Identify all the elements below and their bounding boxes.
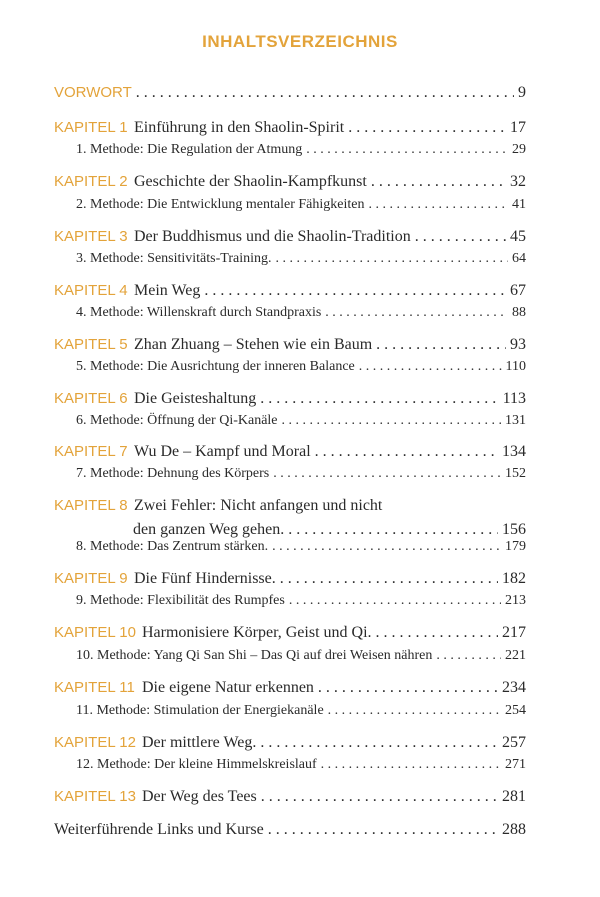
- chapter-label: KAPITEL 11: [54, 679, 135, 696]
- chapter-title: Zhan Zhuang – Stehen wie ein Baum: [134, 336, 373, 353]
- chapter-label: KAPITEL 2: [54, 173, 128, 190]
- chapter-label: KAPITEL 7: [54, 443, 128, 460]
- chapter-title: Wu De – Kampf und Moral: [134, 443, 311, 460]
- page-number: 45: [510, 228, 526, 245]
- toc-chapter-continuation[interactable]: [133, 521, 526, 539]
- page-number: 88: [512, 305, 526, 320]
- toc-method-row[interactable]: [76, 593, 526, 609]
- chapter-title: Die eigene Natur erkennen: [142, 679, 314, 696]
- page-number: 156: [502, 521, 526, 538]
- dot-leader: [371, 173, 506, 191]
- chapter-label: KAPITEL 3: [54, 228, 128, 245]
- chapter-label: KAPITEL 9: [54, 570, 128, 587]
- toc-chapter-row[interactable]: [54, 497, 526, 515]
- page-number: 152: [505, 466, 526, 481]
- chapter-label: KAPITEL 10: [54, 624, 136, 641]
- dot-leader: [268, 821, 498, 839]
- toc-chapter-row[interactable]: [54, 228, 526, 246]
- toc-chapter-row[interactable]: [54, 443, 526, 461]
- dot-leader: [359, 359, 502, 375]
- page-number: 41: [512, 197, 526, 212]
- toc-method-row[interactable]: [76, 539, 526, 555]
- chapter-title: Der mittlere Weg.: [142, 734, 257, 751]
- chapter-label: KAPITEL 12: [54, 734, 136, 751]
- toc-chapter-row[interactable]: [54, 119, 526, 137]
- toc-chapter-row[interactable]: [54, 282, 526, 300]
- toc-method-row[interactable]: [76, 466, 526, 482]
- dot-leader: [321, 757, 501, 773]
- chapter-label: VORWORT: [54, 84, 132, 101]
- toc-method-row[interactable]: [76, 757, 526, 773]
- method-title: 10. Methode: Yang Qi San Shi – Das Qi auf drei Weisen nähren: [76, 648, 433, 663]
- chapter-label: KAPITEL 5: [54, 336, 128, 353]
- dot-leader: [368, 197, 508, 213]
- method-title: 2. Methode: Die Entwicklung mentaler Fähigkeiten: [76, 197, 365, 212]
- page-number: 32: [510, 173, 526, 190]
- page-title: INHALTSVERZEICHNIS: [202, 32, 398, 51]
- page-number: 134: [502, 443, 526, 460]
- dot-leader: [282, 413, 501, 429]
- page-number: 254: [505, 703, 526, 718]
- dot-leader: [272, 539, 501, 555]
- page-number: 271: [505, 757, 526, 772]
- dot-leader: [436, 648, 501, 664]
- method-title: 6. Methode: Öffnung der Qi-Kanäle: [76, 413, 278, 428]
- method-title: 4. Methode: Willenskraft durch Standpraxis: [76, 305, 322, 320]
- chapter-title: Mein Weg: [134, 282, 201, 299]
- dot-leader: [348, 119, 506, 137]
- method-title: 9. Methode: Flexibilität des Rumpfes: [76, 593, 285, 608]
- chapter-title: Zwei Fehler: Nicht anfangen und nicht: [134, 497, 383, 514]
- method-title: 3. Methode: Sensitivitäts-Training.: [76, 251, 272, 266]
- chapter-label: KAPITEL 4: [54, 282, 128, 299]
- method-title: 8. Methode: Das Zentrum stärken.: [76, 539, 269, 554]
- method-title: 5. Methode: Die Ausrichtung der inneren Balance: [76, 359, 355, 374]
- method-title: 12. Methode: Der kleine Himmelskreislauf: [76, 757, 317, 772]
- toc-chapter-row[interactable]: [54, 570, 526, 588]
- toc-method-row[interactable]: [76, 648, 526, 664]
- page-number: 213: [505, 593, 526, 608]
- page-number: 67: [510, 282, 526, 299]
- chapter-title: Die Fünf Hindernisse.: [134, 570, 276, 587]
- page-number: 17: [510, 119, 526, 136]
- toc-plain-row[interactable]: [54, 821, 526, 839]
- dot-leader: [273, 466, 501, 482]
- toc-chapter-row[interactable]: [54, 734, 526, 752]
- dot-leader: [328, 703, 501, 719]
- dot-leader: [325, 305, 508, 321]
- dot-leader: [260, 734, 498, 752]
- toc-method-row[interactable]: [76, 251, 526, 267]
- chapter-title: Harmonisiere Körper, Geist und Qi.: [142, 624, 372, 641]
- chapter-title: Der Weg des Tees: [142, 788, 257, 805]
- page-number: 110: [505, 359, 526, 374]
- dot-leader: [376, 336, 506, 354]
- dot-leader: [204, 282, 506, 300]
- dot-leader: [289, 593, 501, 609]
- chapter-label: KAPITEL 6: [54, 390, 128, 407]
- page-number: 281: [502, 788, 526, 805]
- chapter-title: Der Buddhismus und die Shaolin-Tradition: [134, 228, 411, 245]
- toc-method-row[interactable]: [76, 197, 526, 213]
- chapter-label: KAPITEL 8: [54, 497, 128, 514]
- dot-leader: [280, 570, 498, 588]
- chapter-title-continued: den ganzen Weg gehen.: [133, 521, 285, 538]
- dot-leader: [415, 228, 506, 246]
- page-number: 64: [512, 251, 526, 266]
- chapter-label: KAPITEL 13: [54, 788, 136, 805]
- toc-method-row[interactable]: [76, 703, 526, 719]
- page-number: 179: [505, 539, 526, 554]
- page-number: 29: [512, 142, 526, 157]
- dot-leader: [261, 788, 498, 806]
- toc-chapter-row[interactable]: [54, 173, 526, 191]
- toc-method-row[interactable]: [76, 305, 526, 321]
- toc-chapter-row[interactable]: [54, 624, 526, 642]
- page-number: 217: [502, 624, 526, 641]
- entry-title: Weiterführende Links und Kurse: [54, 821, 264, 838]
- chapter-label: KAPITEL 1: [54, 119, 128, 136]
- toc-chapter-row[interactable]: [54, 336, 526, 354]
- chapter-title: Die Geisteshaltung: [134, 390, 257, 407]
- toc-chapter-row[interactable]: [54, 679, 526, 697]
- toc-chapter-row[interactable]: [54, 84, 526, 102]
- toc-method-row[interactable]: [76, 359, 526, 375]
- chapter-title: Einführung in den Shaolin-Spirit: [134, 119, 345, 136]
- page-number: 234: [502, 679, 526, 696]
- toc-method-row[interactable]: [76, 142, 526, 158]
- page-number: 288: [502, 821, 526, 838]
- dot-leader: [136, 84, 514, 102]
- method-title: 11. Methode: Stimulation der Energiekanäle: [76, 703, 324, 718]
- dot-leader: [260, 390, 498, 408]
- page-number: 221: [505, 648, 526, 663]
- dot-leader: [376, 624, 498, 642]
- method-title: 1. Methode: Die Regulation der Atmung: [76, 142, 303, 157]
- page-number: 182: [502, 570, 526, 587]
- dot-leader: [288, 521, 498, 539]
- dot-leader: [318, 679, 498, 697]
- page-number: 9: [518, 84, 526, 101]
- dot-leader: [315, 443, 498, 461]
- page-number: 131: [505, 413, 526, 428]
- page-number: 257: [502, 734, 526, 751]
- method-title: 7. Methode: Dehnung des Körpers: [76, 466, 270, 481]
- toc-method-row[interactable]: [76, 413, 526, 429]
- toc-chapter-row[interactable]: [54, 788, 526, 806]
- dot-leader: [306, 142, 508, 158]
- page-number: 113: [502, 390, 526, 407]
- toc-chapter-row[interactable]: [54, 390, 526, 408]
- chapter-title: Geschichte der Shaolin-Kampfkunst: [134, 173, 367, 190]
- dot-leader: [275, 251, 508, 267]
- page-number: 93: [510, 336, 526, 353]
